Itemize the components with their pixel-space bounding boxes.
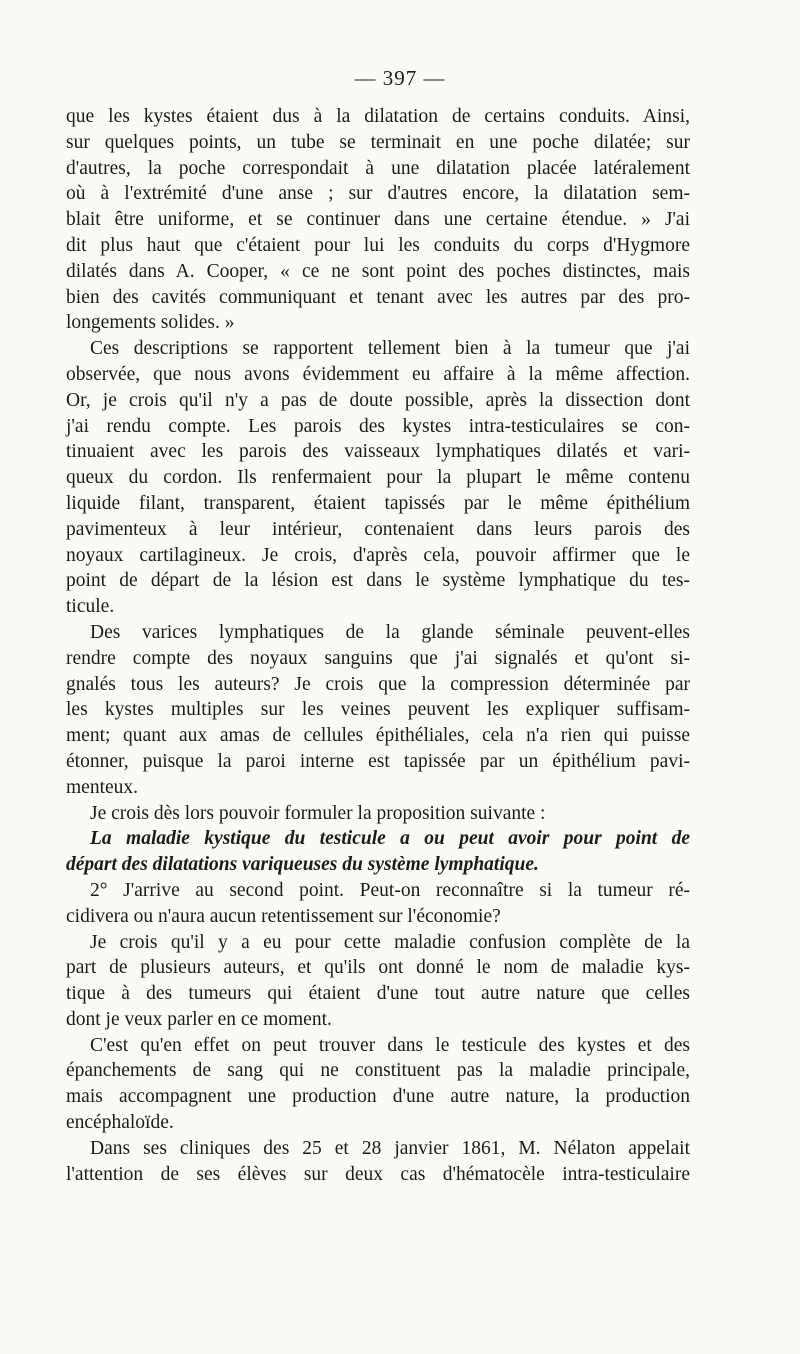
text-line: mais accompagnent une production d'une autre nature, la production <box>66 1086 690 1108</box>
text-line: les kystes multiples sur les veines peuvent les expliquer suffisam- <box>66 699 690 721</box>
text-line: bien des cavités communiquant et tenant avec les autres par des pro- <box>66 286 690 308</box>
text-line: blait être uniforme, et se continuer dans une certaine étendue. » J'ai <box>66 209 690 231</box>
page-number: — 397 — <box>354 66 446 90</box>
text-line: que les kystes étaient dus à la dilatation de certains conduits. Ainsi, <box>66 106 690 127</box>
text-line: d'autres, la poche correspondait à une dilatation placée latéralement <box>66 157 690 179</box>
text-line: queux du cordon. Ils renfermaient pour la plupart le même contenu <box>66 467 690 489</box>
text-line: épanchements de sang qui ne constituent pas la maladie principale, <box>66 1060 690 1082</box>
text-line: Je crois dès lors pouvoir formuler la proposition suivante : <box>90 802 546 824</box>
text-line: menteux. <box>66 776 139 798</box>
text-line: Je crois qu'il y a eu pour cette maladie confusion complète de la <box>90 931 690 953</box>
text-line: étonner, puisque la paroi interne est tapissée par un épithélium pavi- <box>66 750 690 772</box>
text-line: La maladie kystique du testicule a ou peut avoir pour point de <box>90 828 690 850</box>
text-line: où à l'extrémité d'une anse ; sur d'autres encore, la dilatation sem- <box>66 183 690 205</box>
text-line: Dans ses cliniques des 25 et 28 janvier 1861, M. Nélaton appelait <box>90 1137 690 1159</box>
text-line: encéphaloïde. <box>66 1112 174 1134</box>
text-line: noyaux cartilagineux. Je crois, d'après cela, pouvoir affirmer que le <box>66 544 690 566</box>
text-line: dont je veux parler en ce moment. <box>66 1008 332 1030</box>
text-line: C'est qu'en effet on peut trouver dans le testicule des kystes et des <box>90 1034 690 1056</box>
text-line: liquide filant, transparent, étaient tapissés par le même épithélium <box>66 492 690 514</box>
text-line: Des varices lymphatiques de la glande séminale peuvent-elles <box>90 621 690 643</box>
text-line: Ces descriptions se rapportent tellement bien à la tumeur que j'ai <box>90 338 690 360</box>
text-line: cidivera ou n'aura aucun retentissement sur l'économie? <box>66 905 501 927</box>
text-line: départ des dilatations variqueuses du système lymphatique. <box>66 854 539 876</box>
text-line: rendre compte des noyaux sanguins que j'ai signalés et qu'ont si- <box>66 647 690 669</box>
text-line: 2° J'arrive au second point. Peut-on reconnaître si la tumeur ré- <box>90 879 690 901</box>
text-line: ment; quant aux amas de cellules épithéliales, cela n'a rien qui puisse <box>66 725 690 747</box>
text-line: point de départ de la lésion est dans le système lymphatique du tes- <box>66 570 690 592</box>
text-line: longements solides. » <box>66 312 235 334</box>
text-line: pavimenteux à leur intérieur, contenaient dans leurs parois des <box>66 518 690 540</box>
text-line: Or, je crois qu'il n'y a pas de doute possible, après la dissection dont <box>66 389 690 411</box>
text-line: sur quelques points, un tube se terminait en une poche dilatée; sur <box>66 131 690 153</box>
text-line: tinuaient avec les parois des vaisseaux lymphatiques dilatés et vari- <box>66 441 690 463</box>
text-line: j'ai rendu compte. Les parois des kystes intra-testiculaires se con- <box>66 415 690 437</box>
text-line: l'attention de ses élèves sur deux cas d'hématocèle intra-testiculaire <box>66 1163 690 1185</box>
text-line: ticule. <box>66 596 115 618</box>
text-line: gnalés tous les auteurs? Je crois que la compression déterminée par <box>66 673 690 695</box>
text-line: dit plus haut que c'étaient pour lui les conduits du corps d'Hygmore <box>66 234 690 256</box>
text-line: observée, que nous avons évidemment eu affaire à la même affection. <box>66 363 690 385</box>
text-line: part de plusieurs auteurs, et qu'ils ont donné le nom de maladie kys- <box>66 957 690 979</box>
body-text <box>66 104 690 1187</box>
text-line: dilatés dans A. Cooper, « ce ne sont point des poches distinctes, mais <box>66 260 690 282</box>
text-line: tique à des tumeurs qui étaient d'une tout autre nature que celles <box>66 983 690 1005</box>
